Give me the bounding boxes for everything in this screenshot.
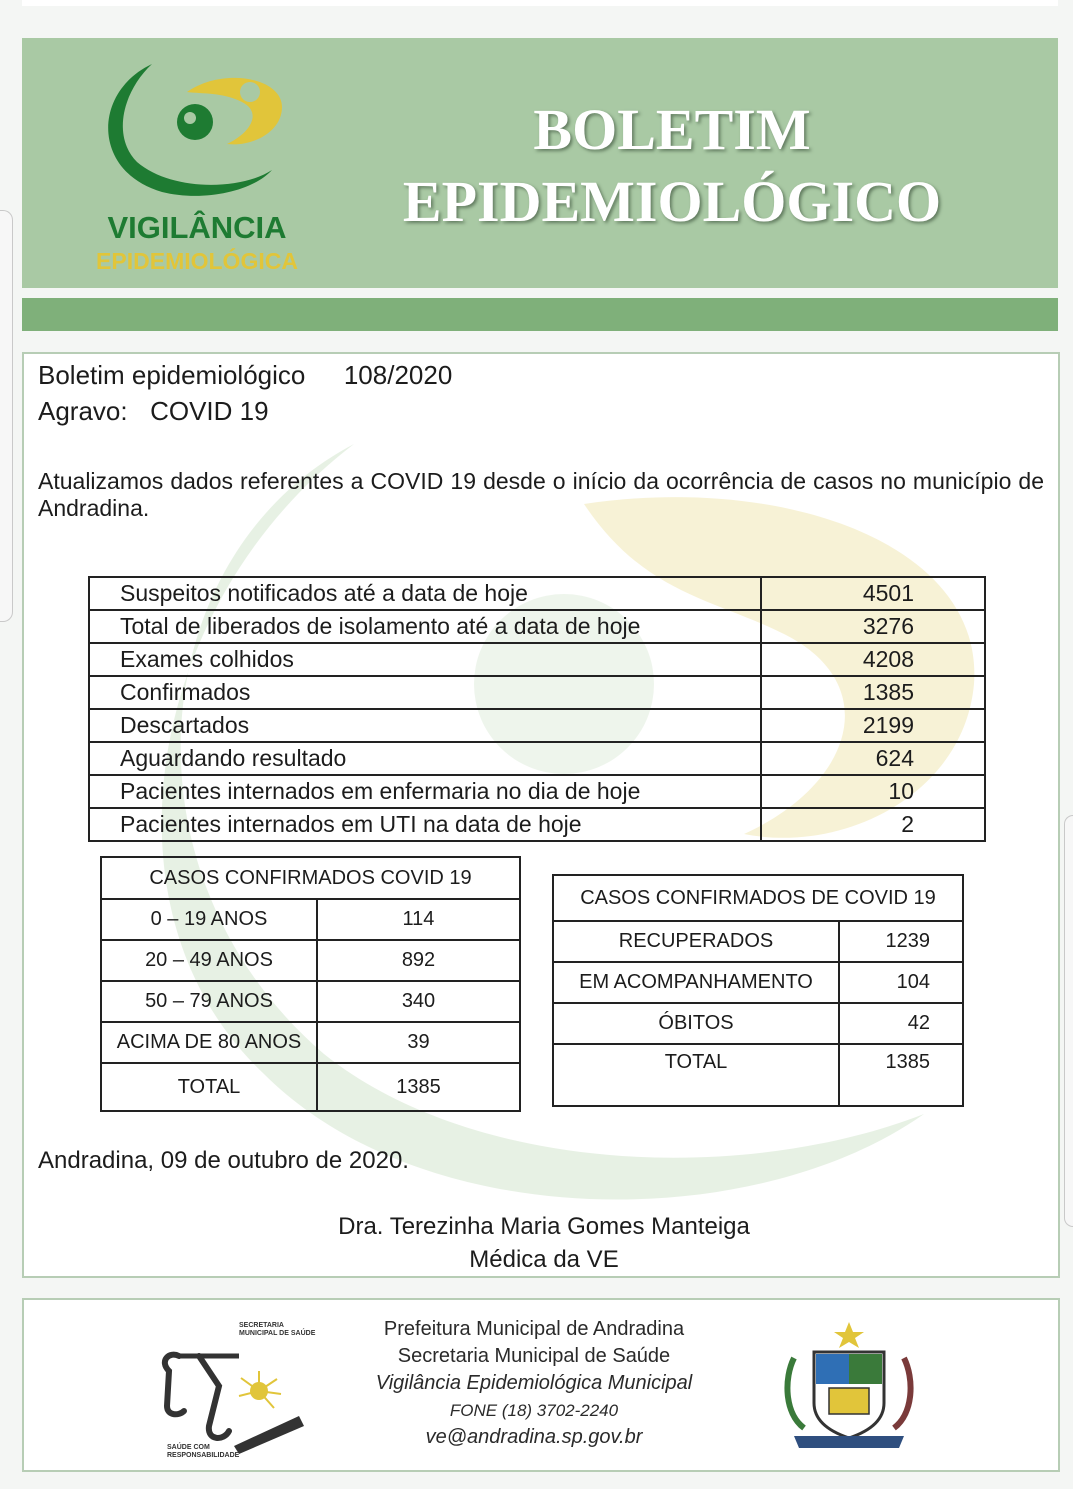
table-header-row bbox=[553, 875, 963, 921]
top-strip bbox=[22, 0, 1058, 6]
row-value: 10 bbox=[761, 775, 985, 808]
row-value: 4208 bbox=[761, 643, 985, 676]
bulletin-number: 108/2020 bbox=[343, 360, 453, 390]
age-label: 50 – 79 ANOS bbox=[101, 981, 317, 1022]
sec-logo-bottom-label: SAÚDE COM RESPONSABILIDADE bbox=[167, 1444, 240, 1459]
row-value: 3276 bbox=[761, 610, 985, 643]
age-value: 114 bbox=[317, 899, 520, 940]
bulletin-body bbox=[22, 352, 1060, 1278]
age-label: ACIMA DE 80 ANOS bbox=[101, 1022, 317, 1063]
vigilancia-logo-icon bbox=[82, 52, 312, 212]
page-title bbox=[322, 94, 1022, 238]
row-label: Pacientes internados em UTI na data de hoje bbox=[89, 808, 761, 841]
age-label: 20 – 49 ANOS bbox=[101, 940, 317, 981]
table-row bbox=[89, 808, 985, 841]
table-row bbox=[89, 610, 985, 643]
age-total-label: TOTAL bbox=[101, 1063, 317, 1111]
table-row bbox=[101, 940, 520, 981]
table-row bbox=[553, 962, 963, 1003]
row-value: 1385 bbox=[761, 676, 985, 709]
title-line-2: EPIDEMIOLÓGICO bbox=[402, 169, 942, 234]
outcome-total-label: TOTAL bbox=[553, 1044, 839, 1106]
summary-table bbox=[88, 576, 986, 842]
agravo-label: Agravo: bbox=[38, 396, 128, 426]
table-row bbox=[553, 1044, 963, 1106]
table-row bbox=[101, 1063, 520, 1111]
outcome-label: EM ACOMPANHAMENTO bbox=[553, 962, 839, 1003]
age-value: 39 bbox=[317, 1022, 520, 1063]
table-row bbox=[101, 899, 520, 940]
table-row bbox=[89, 775, 985, 808]
footer-line-2: Secretaria Municipal de Saúde bbox=[397, 1345, 671, 1367]
outcome-value: 42 bbox=[839, 1003, 963, 1044]
table-row bbox=[101, 1022, 520, 1063]
age-table-title: CASOS CONFIRMADOS COVID 19 bbox=[101, 857, 520, 899]
page-edge-left bbox=[0, 210, 13, 622]
row-value: 2 bbox=[761, 808, 985, 841]
row-label: Exames colhidos bbox=[89, 643, 761, 676]
agravo-value: COVID 19 bbox=[150, 396, 269, 426]
table-header-row bbox=[101, 857, 520, 899]
header-band bbox=[22, 298, 1058, 331]
row-label: Pacientes internados em enfermaria no dia de hoje bbox=[89, 775, 761, 808]
outcome-total-value: 1385 bbox=[839, 1044, 963, 1106]
table-row bbox=[89, 742, 985, 775]
table-row bbox=[89, 676, 985, 709]
page-edge-right bbox=[1064, 815, 1073, 1227]
header bbox=[22, 38, 1058, 288]
age-label: 0 – 19 ANOS bbox=[101, 899, 317, 940]
table-row bbox=[553, 1003, 963, 1044]
outcome-table-title: CASOS CONFIRMADOS DE COVID 19 bbox=[553, 875, 963, 921]
place-date: Andradina, 09 de outubro de 2020. bbox=[38, 1147, 409, 1174]
logo-text-vigilancia: VIGILÂNCIA bbox=[107, 210, 287, 245]
andradina-crest bbox=[774, 1318, 924, 1458]
table-row bbox=[101, 981, 520, 1022]
agravo-line bbox=[38, 396, 269, 426]
footer-line-1: Prefeitura Municipal de Andradina bbox=[383, 1318, 685, 1340]
row-label: Total de liberados de isolamento até a data de hoje bbox=[89, 610, 761, 643]
outcome-table bbox=[552, 874, 964, 1107]
intro-paragraph: Atualizamos dados referentes a COVID 19 desde o início da ocorrência de casos no município de Andradina. bbox=[38, 468, 1044, 521]
signature-block bbox=[294, 1210, 794, 1276]
row-value: 2199 bbox=[761, 709, 985, 742]
row-value: 4501 bbox=[761, 577, 985, 610]
table-row bbox=[89, 643, 985, 676]
vigilancia-logo bbox=[82, 52, 312, 282]
signature-role: Médica da VE bbox=[469, 1246, 619, 1273]
outcome-value: 1239 bbox=[839, 921, 963, 962]
row-label: Aguardando resultado bbox=[89, 742, 761, 775]
age-group-table bbox=[100, 856, 521, 1112]
logo-text-epidemiologica: EPIDEMIOLÓGICA bbox=[96, 248, 298, 274]
outcome-label: ÓBITOS bbox=[553, 1003, 839, 1044]
footer-email[interactable]: ve@andradina.sp.gov.br bbox=[425, 1426, 643, 1448]
bulletin-label: Boletim epidemiológico bbox=[38, 360, 306, 390]
row-label: Suspeitos notificados até a data de hoje bbox=[89, 577, 761, 610]
footer bbox=[22, 1298, 1060, 1472]
footer-phone: FONE (18) 3702-2240 bbox=[449, 1401, 619, 1420]
outcome-value: 104 bbox=[839, 962, 963, 1003]
row-label: Descartados bbox=[89, 709, 761, 742]
footer-line-3: Vigilância Epidemiológica Municipal bbox=[375, 1372, 693, 1394]
row-label: Confirmados bbox=[89, 676, 761, 709]
row-value: 624 bbox=[761, 742, 985, 775]
secretaria-saude-logo bbox=[139, 1316, 316, 1461]
outcome-label: RECUPERADOS bbox=[553, 921, 839, 962]
title-line-1: BOLETIM bbox=[533, 97, 811, 162]
coat-of-arms-icon bbox=[774, 1318, 924, 1458]
sec-logo-top-label: SECRETARIA MUNICIPAL DE SAÚDE bbox=[239, 1322, 316, 1337]
table-row bbox=[553, 921, 963, 962]
age-total-value: 1385 bbox=[317, 1063, 520, 1111]
age-value: 892 bbox=[317, 940, 520, 981]
footer-contact bbox=[324, 1316, 744, 1451]
table-row bbox=[89, 577, 985, 610]
age-value: 340 bbox=[317, 981, 520, 1022]
signature-name: Dra. Terezinha Maria Gomes Manteiga bbox=[338, 1213, 750, 1240]
table-row bbox=[89, 709, 985, 742]
bulletin-number-line bbox=[38, 360, 452, 390]
